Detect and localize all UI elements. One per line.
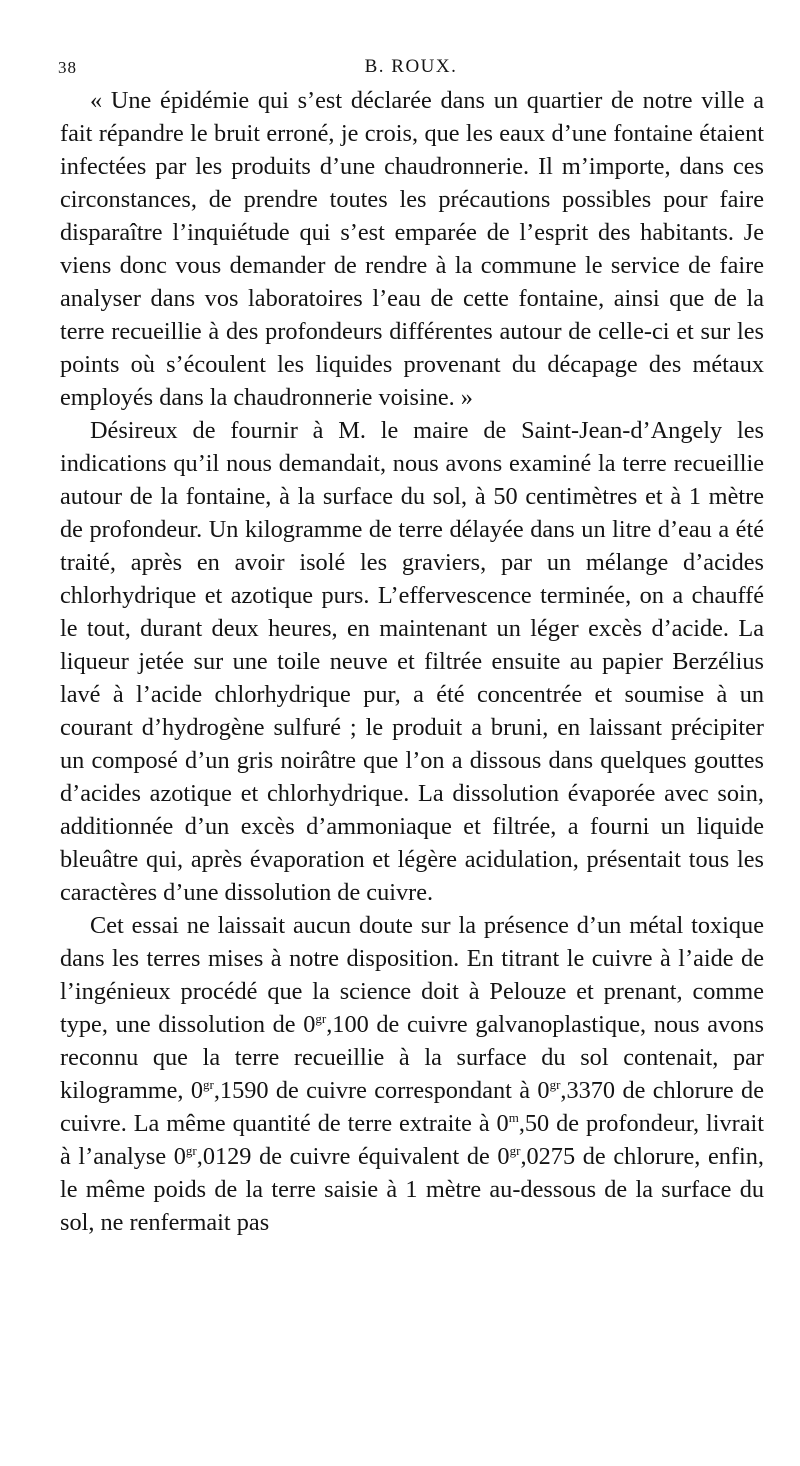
- text-run: ,3370 de chlorure de cuivre. La même quantité de terre extraite à 0: [60, 1077, 764, 1137]
- unit-superscript: gr: [185, 1142, 197, 1158]
- page-number: 38: [58, 58, 77, 77]
- text-run: ,50 de profondeur, livrait à l’analyse 0: [60, 1110, 764, 1170]
- unit-superscript: gr: [203, 1076, 214, 1092]
- paragraph-copper-titration: [60, 909, 764, 1239]
- body-text: [60, 84, 764, 1239]
- paragraph-letter-quote: « Une épidémie qui s’est déclarée dans un quartier de notre ville a fait répandre le bruit erroné, je crois, que les eaux d’une fontaine étaient infectées par les produits d’une chaudronnerie. Il m’importe, dans ces circonstances, de prendre toutes les précautions possibles pour faire disparaître l’inquiétude qui s’est emparée de l’esprit des habitants. Je viens donc vous demander de rendre à la commune le service de faire analyser dans vos laboratoires l’eau de cette fontaine, ainsi que de la terre recueillie à des profondeurs différentes autour de celle-ci et sur les points où s’écoulent les liquides provenant du décapage des métaux employés dans la chaudronnerie voisine. »: [60, 87, 764, 411]
- unit-superscript: m: [508, 1109, 519, 1125]
- unit-superscript: gr: [315, 1010, 327, 1026]
- page-header: [58, 52, 764, 82]
- running-head: B. ROUX.: [364, 56, 458, 77]
- text-run: ,1590 de cuivre correspondant à 0: [213, 1077, 550, 1104]
- text-run: ,100 de cuivre galvanoplastique, nous avons reconnu que la terre recueillie à la surface du sol contenait, par kilogramme, 0: [60, 1011, 764, 1104]
- text-run: ,0275 de chlorure, enfin, le même poids de la terre saisie à 1 mètre au-dessous de la surface du sol, ne renfermait pas: [60, 1143, 764, 1236]
- unit-superscript: gr: [509, 1142, 521, 1158]
- text-run: ,0129 de cuivre équivalent de 0: [196, 1143, 510, 1170]
- unit-superscript: gr: [549, 1076, 561, 1092]
- paragraph-soil-analysis: Désireux de fournir à M. le maire de Saint-Jean-d’Angely les indications qu’il nous demandait, nous avons examiné la terre recueillie autour de la fontaine, à la surface du sol, à 50 centimètres et à 1 mètre de profondeur. Un kilogramme de terre délayée dans un litre d’eau a été traité, après en avoir isolé les graviers, par un mélange d’acides chlorhydrique et azotique purs. L’effervescence terminée, on a chauffé le tout, durant deux heures, en maintenant un léger excès d’acide. La liqueur jetée sur une toile neuve et filtrée ensuite au papier Berzélius lavé à l’acide chlorhydrique pur, a été concentrée et soumise à un courant d’hydrogène sulfuré ; le produit a bruni, en laissant précipiter un composé d’un gris noirâtre que l’on a dissous dans quelques gouttes d’acides azotique et chlorhydrique. La dissolution évaporée avec soin, additionnée d’un excès d’ammoniaque et filtrée, a fourni un liquide bleuâtre qui, après évaporation et légère acidulation, présentait tous les caractères d’une dissolution de cuivre.: [60, 417, 764, 906]
- text-run: Cet essai ne laissait aucun doute sur la présence d’un métal toxique dans les terres mises à notre disposition. En titrant le cuivre à l’aide de l’ingénieux procédé que la science doit à Pelouze et prenant, comme type, une dissolution de 0: [60, 912, 764, 1038]
